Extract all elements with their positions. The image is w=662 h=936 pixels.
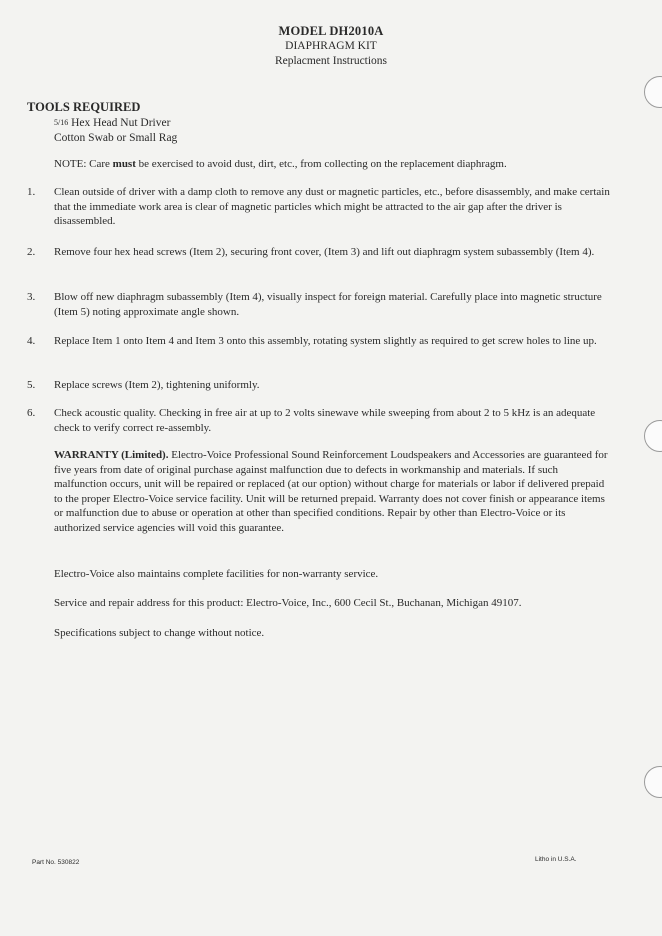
step-text: Blow off new diaphragm subassembly (Item 4), visually inspect for foreign material. Carefully place into magnetic structure (Item 5) noting approximate angle shown. (54, 291, 602, 318)
specs-note: Specifications subject to change without notice. (54, 627, 265, 639)
tools-heading: TOOLS REQUIRED (27, 100, 141, 114)
instruction-step (27, 378, 612, 393)
instruction-step (27, 290, 612, 319)
warranty-text: Electro-Voice Professional Sound Reinforcement Loudspeakers and Accessories are guaranteed for five years from date of original purchase against malfunction due to defects in workmanship and materials. If such malfunction occurs, unit will be repaired or replaced (at our option) without charge for materials or labor if delivered prepaid to the proper Electro-Voice service facility. Unit will be returned prepaid. Warranty does not cover finish or appearance items or malfunction due to abuse or operation at other than specified conditions. Repair by other than Electro-Voice or its authorized service agencies will void this guarantee. (54, 449, 608, 534)
tool-size-fraction: 5/16 (54, 118, 69, 127)
binder-hole (644, 766, 662, 798)
warranty-paragraph (54, 448, 609, 535)
document-header (0, 24, 662, 69)
step-text: Check acoustic quality. Checking in free air at up to 2 volts sinewave while sweeping from about 2 to 5 kHz is an adequate check to verify correct re-assembly. (54, 407, 596, 434)
subtitle: Replacment Instructions (274, 55, 388, 67)
note-emphasis: must (112, 158, 136, 170)
step-text: Clean outside of driver with a damp cloth to remove any dust or magnetic particles, etc., before disassembly, and make certain that the immediate work area is clear of magnetic particles which might be attracted to the air gap after the driver is disassembled. (54, 186, 610, 227)
step-number: 6. (27, 407, 36, 419)
part-number: Part No. 530822 (32, 859, 80, 866)
instruction-step (27, 406, 612, 435)
instruction-step (27, 334, 612, 349)
instruction-step (27, 245, 612, 260)
instruction-step (27, 185, 612, 229)
kit-title: DIAPHRAGM KIT (285, 40, 377, 52)
note-suffix: be exercised to avoid dust, dirt, etc., from collecting on the replacement diaphragm. (135, 158, 507, 170)
warranty-title: WARRANTY (Limited). (54, 449, 169, 461)
service-note: Electro-Voice also maintains complete facilities for non-warranty service. (54, 568, 379, 580)
step-number: 2. (27, 246, 36, 258)
step-number: 4. (27, 335, 36, 347)
tool-item: Cotton Swab or Small Rag (54, 132, 178, 144)
tool-item (54, 115, 177, 131)
step-number: 3. (27, 291, 36, 303)
service-address: Service and repair address for this product: Electro-Voice, Inc., 600 Cecil St., Buchanan, Michigan 49107. (54, 597, 522, 609)
step-number: 5. (27, 379, 36, 391)
binder-hole (644, 76, 662, 108)
note-prefix: NOTE: Care (54, 158, 113, 170)
model-title: MODEL DH2010A (278, 24, 384, 38)
tools-list (54, 115, 177, 146)
tool-item-label: Hex Head Nut Driver (71, 117, 171, 129)
step-number: 1. (27, 186, 36, 198)
step-text: Replace screws (Item 2), tightening uniformly. (54, 379, 260, 391)
care-note (54, 157, 507, 171)
binder-hole (644, 420, 662, 452)
litho-note: Litho in U.S.A. (535, 856, 577, 863)
step-text: Remove four hex head screws (Item 2), securing front cover, (Item 3) and lift out diaphragm system subassembly (Item 4). (54, 246, 595, 258)
step-text: Replace Item 1 onto Item 4 and Item 3 onto this assembly, rotating system slightly as required to get screw holes to line up. (54, 335, 597, 347)
